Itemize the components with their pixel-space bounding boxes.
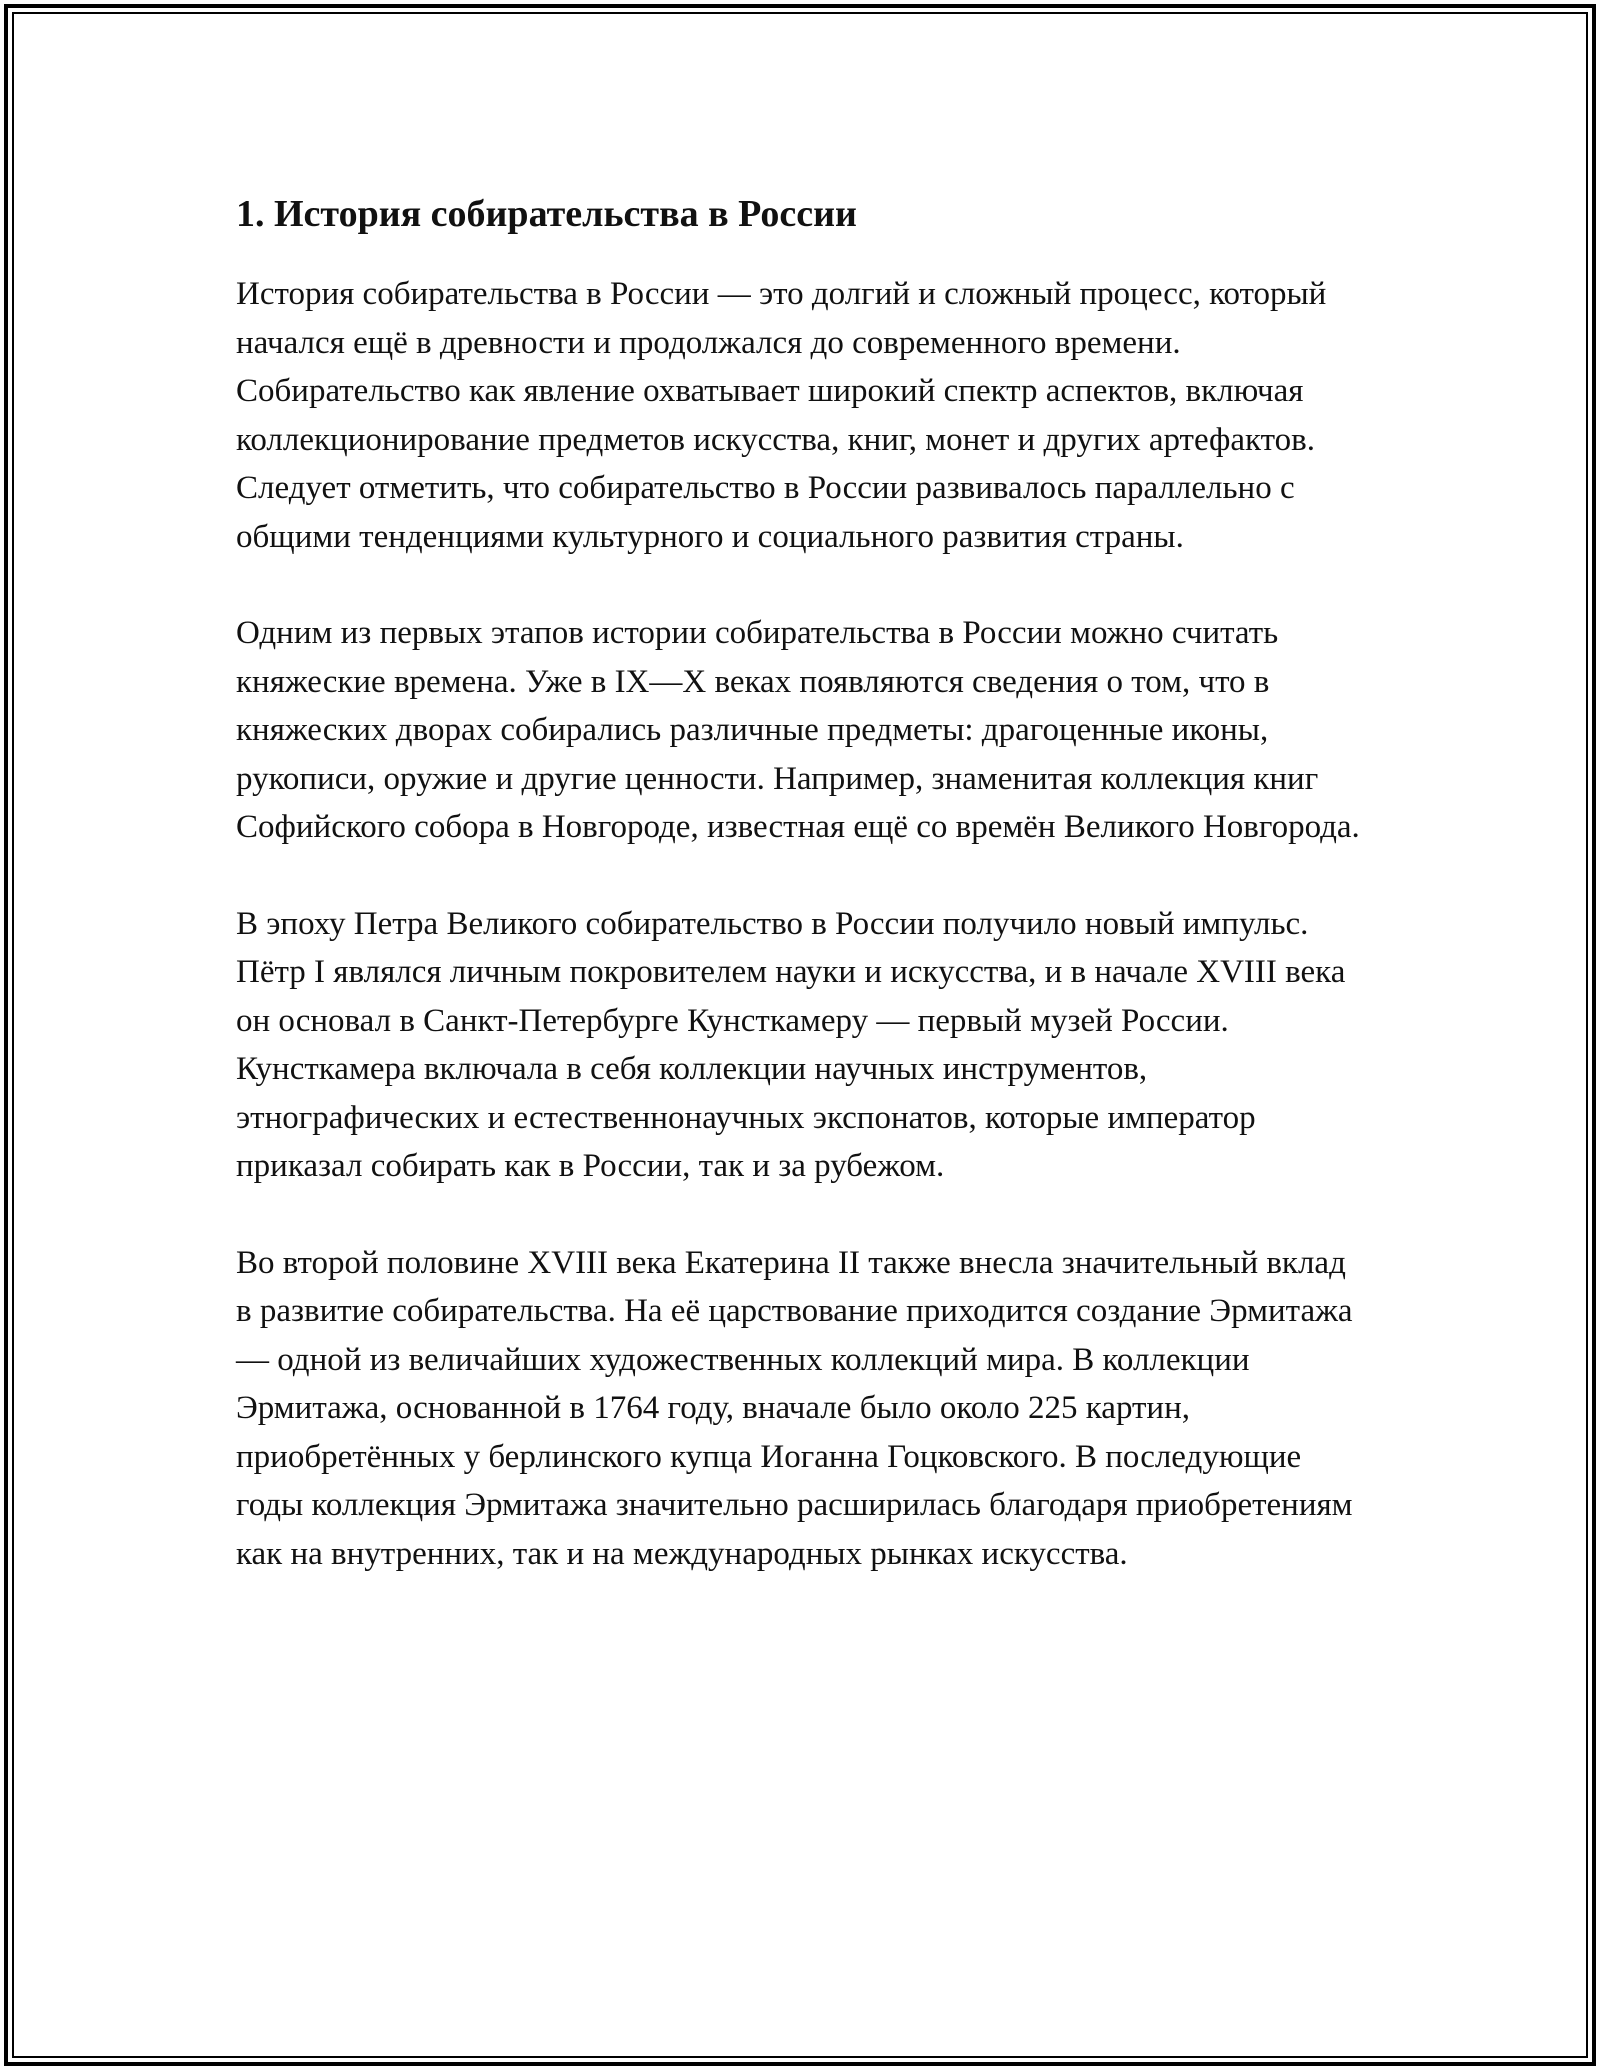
paragraph-princely-era: Одним из первых этапов истории собирательства в России можно считать княжеские времена. Уже в IX—X веках появляются сведения о том, что в княжеских дворах собирались различные предметы: драгоценные иконы, рукописи, оружие и другие ценности. Например, знаменитая коллекция книг Софийского собора в Новгороде, известная ещё со времён Великого Новгорода. xyxy=(236,615,1360,845)
paragraph-catherine-ii: Во второй половине XVIII века Екатерина II также внесла значительный вклад в развитие собирательства. На её царствование приходится создание Эрмитажа — одной из величайших художественных коллекций мира. В коллекции Эрмитажа, основанной в 1764 году, вначале было около 225 картин, приобретённых у берлинского купца Иоганна Гоцковского. В последующие годы коллекция Эрмитажа значительно расширилась благодаря приобретениям как на внутренних, так и на международных рынках искусства. xyxy=(236,1244,1353,1572)
document-body xyxy=(236,184,1366,1626)
paragraph-peter-the-great: В эпоху Петра Великого собирательство в России получило новый импульс. Пётр I являлся личным покровителем науки и искусства, и в начале XVIII века он основал в Санкт-Петербурге Кунсткамеру — первый музей России. Кунсткамера включала в себя коллекции научных инструментов, этнографических и естественнонаучных экспонатов, которые император приказал собирать как в России, так и за рубежом. xyxy=(236,905,1346,1184)
paragraph-intro: История собирательства в России — это долгий и сложный процесс, который начался ещё в древности и продолжался до современного времени. Собирательство как явление охватывает широкий спектр аспектов, включая коллекционирование предметов искусства, книг, монет и других артефактов. Следует отметить, что собирательство в России развивалось параллельно с общими тенденциями культурного и социального развития страны. xyxy=(236,276,1327,555)
section-heading: 1. История собирательства в России xyxy=(236,193,857,235)
